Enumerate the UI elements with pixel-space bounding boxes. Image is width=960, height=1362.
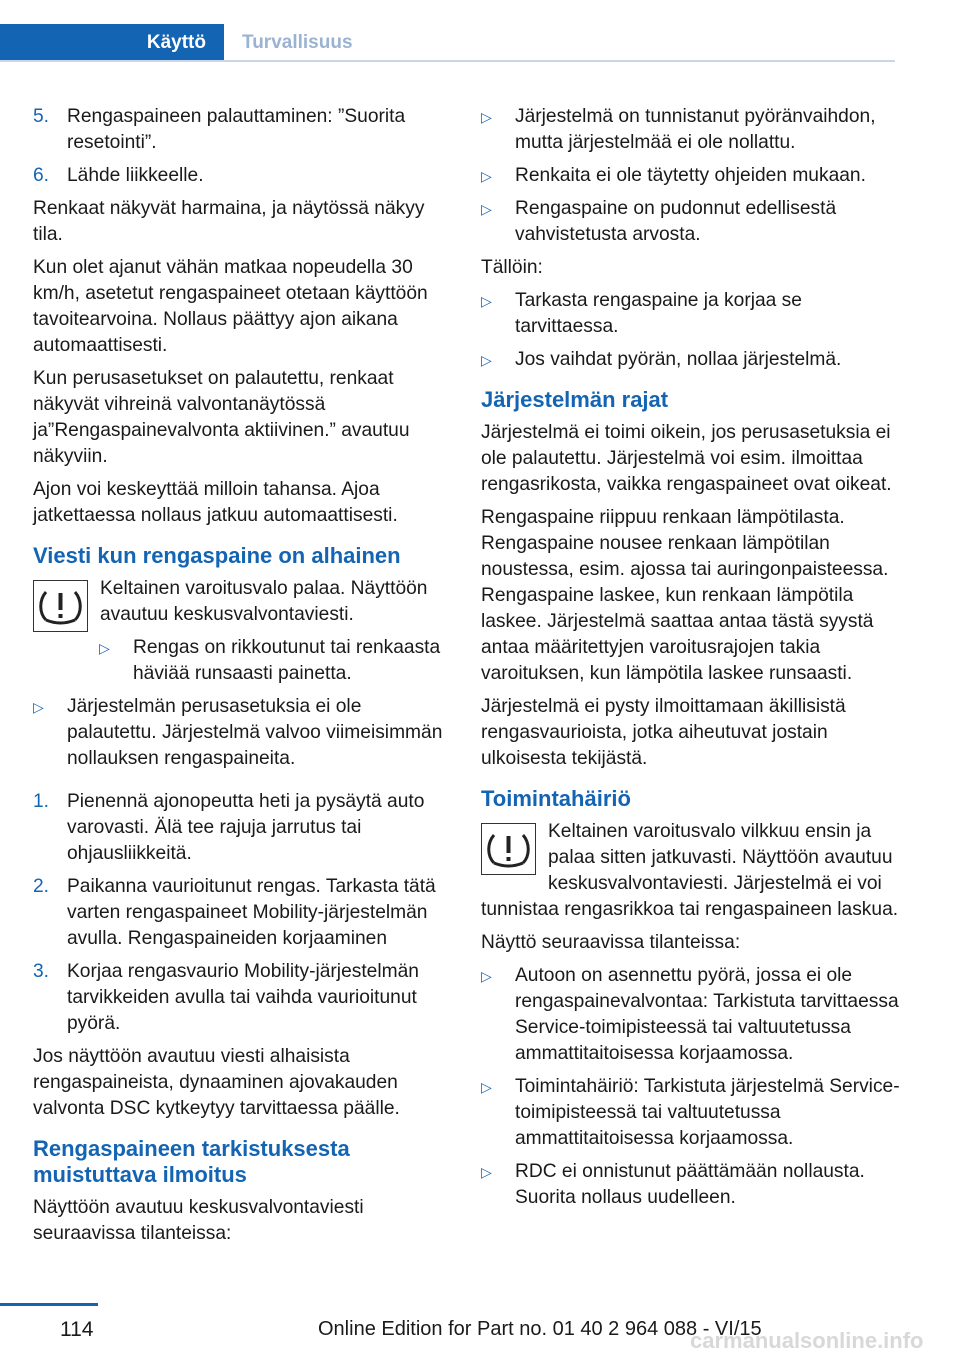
triangle-bullet-icon: ▷: [33, 699, 44, 715]
triangle-bullet-icon: ▷: [481, 109, 492, 125]
page-header: [0, 24, 895, 62]
section-heading: Viesti kun rengaspaine on alhainen: [33, 543, 401, 568]
bullet-item: ▷ Rengaspaine on pudonnut edellisestä vahvistetusta arvosta.: [481, 198, 837, 245]
left-column: [33, 104, 453, 1254]
triangle-bullet-icon: ▷: [481, 293, 492, 309]
step-number: 6.: [33, 165, 50, 186]
warning-text: Keltainen varoitusvalo palaa. Näyttöön avautuu keskusvalvontaviesti.: [100, 578, 428, 625]
page-number-rule: [0, 1303, 98, 1306]
bullet-item: ▷ Tarkasta rengaspaine ja korjaa se tarvittaessa.: [481, 290, 802, 337]
tire-pressure-warning-icon: [481, 823, 536, 875]
triangle-bullet-icon: ▷: [99, 640, 110, 656]
triangle-bullet-icon: ▷: [481, 352, 492, 368]
triangle-bullet-icon: ▷: [481, 1079, 492, 1095]
tire-pressure-warning-icon: [33, 580, 88, 632]
step-number: 2.: [33, 876, 50, 897]
triangle-bullet-icon: ▷: [481, 168, 492, 184]
right-column: [481, 104, 901, 1218]
paragraph: Tällöin:: [481, 257, 543, 278]
bullet-item: ▷ Renkaita ei ole täytetty ohjeiden mukaan.: [481, 163, 901, 189]
paragraph: Kun olet ajanut vähän matkaa nopeudella 30 km/h, asetetut rengaspaineet otetaan käyttöön tavoitearvoina. Nollaus päättyy ajon aikana automaattisesti.: [33, 257, 428, 356]
header-rule: [0, 60, 895, 62]
bullet-item: ▷ Järjestelmän perusasetuksia ei ole palautettu. Järjestelmä valvoo viimeisimmän nollauksen rengaspaineita.: [33, 696, 443, 769]
step-number: 3.: [33, 961, 50, 982]
paragraph: Kun perusasetukset on palautettu, renkaat näkyvät vihreinä valvontanäytössä ja”Rengaspainevalvonta aktiivinen.” avautuu näkyviin.: [33, 368, 410, 467]
paragraph: Järjestelmä ei pysty ilmoittamaan äkillisistä rengasvaurioista, jotka aiheutuvat jostain ulkoisesta tekijästä.: [481, 696, 846, 769]
triangle-bullet-icon: ▷: [481, 968, 492, 984]
section-heading: Rengaspaineen tarkistuksesta muistuttava ilmoitus: [33, 1136, 350, 1187]
section-tab-active: Käyttö: [0, 24, 224, 62]
bullet-item: ▷ RDC ei onnistunut päättämään nollausta. Suorita nollaus uudelleen.: [481, 1161, 865, 1208]
paragraph: Näyttö seuraavissa tilanteissa:: [481, 932, 741, 953]
step-number: 5.: [33, 106, 50, 127]
warning-block: [33, 576, 453, 687]
section-heading: Järjestelmän rajat: [481, 387, 669, 412]
paragraph: Rengaspaine riippuu renkaan lämpötilasta. Rengaspaine nousee renkaan lämpötilan noustessa, esim. ajossa tai auringonpaisteessa. Rengaspaine laskee, kun renkaan lämpötila laskee. Järjestelmä saattaa antaa tästä syystä antaa määritettyjen varoitusrajojen takia varoituksen, kun lämpötila laskee runsaasti.: [481, 507, 889, 684]
step-item: 5. Rengaspaineen palauttaminen: ”Suorita resetointi”.: [33, 106, 406, 153]
bullet-item: ▷ Järjestelmä on tunnistanut pyöränvaihdon, mutta järjestelmää ei ole nollattu.: [481, 106, 876, 153]
page-number: 114: [60, 1318, 94, 1341]
step-item: 3. Korjaa rengasvaurio Mobility-järjestelmän tarvikkeiden avulla tai vaihda vaurioitunut pyörä.: [33, 961, 419, 1034]
step-number: 1.: [33, 791, 50, 812]
bullet-item: ▷ Toimintahäiriö: Tarkistuta järjestelmä Service-toimipisteessä tai valtuutetussa ammattitaitoisessa korjaamossa.: [481, 1076, 900, 1149]
edition-text: Online Edition for Part no. 01 40 2 964 088 - VI/15: [318, 1318, 762, 1340]
warning-text: Keltainen varoitusvalo vilkkuu ensin ja palaa sitten jatkuvasti. Näyttöön avautuu keskusvalvontaviesti. Järjestelmä ei voi tunnistaa rengasrikkoa tai rengaspaineen laskua.: [481, 821, 899, 920]
bullet-item: ▷ Autoon on asennettu pyörä, jossa ei ole rengaspainevalvontaa: Tarkistuta tarvittaessa Service-toimipisteessä tai valtuutetussa ammattitaitoisessa korjaamossa.: [481, 965, 899, 1064]
warning-block: [481, 819, 901, 923]
paragraph: Renkaat näkyvät harmaina, ja näytössä näkyy tila.: [33, 198, 425, 245]
triangle-bullet-icon: ▷: [481, 1164, 492, 1180]
section-heading: Toimintahäiriö: [481, 786, 631, 811]
bullet-item: ▷ Jos vaihdat pyörän, nollaa järjestelmä.: [481, 347, 901, 373]
section-tab-next: Turvallisuus: [242, 32, 353, 53]
watermark: carmanualsonline.info: [690, 1328, 924, 1353]
step-item: 6. Lähde liikkeelle.: [33, 163, 453, 189]
paragraph: Jos näyttöön avautuu viesti alhaisista rengaspaineista, dynaaminen ajovakauden valvonta DSC kytkeytyy tarvittaessa päälle.: [33, 1046, 400, 1119]
step-item: 2. Paikanna vaurioitunut rengas. Tarkasta tätä varten rengaspaineet Mobility-järjestelmän avulla. Rengaspaineiden korjaaminen: [33, 876, 436, 949]
triangle-bullet-icon: ▷: [481, 201, 492, 217]
bullet-item: ▷ Rengas on rikkoutunut tai renkaasta häviää runsaasti painetta.: [99, 637, 441, 684]
paragraph: Järjestelmä ei toimi oikein, jos perusasetuksia ei ole palautettu. Järjestelmä voi esim. ilmoittaa rengasrikosta, vaikka rengaspaineet ovat oikeat.: [481, 422, 892, 495]
paragraph: Näyttöön avautuu keskusvalvontaviesti seuraavissa tilanteissa:: [33, 1197, 364, 1244]
step-item: 1. Pienennä ajonopeutta heti ja pysäytä auto varovasti. Älä tee rajuja jarrutus tai ohjausliikkeitä.: [33, 791, 425, 864]
paragraph: Ajon voi keskeyttää milloin tahansa. Ajoa jatkettaessa nollaus jatkuu automaattisesti.: [33, 479, 398, 526]
